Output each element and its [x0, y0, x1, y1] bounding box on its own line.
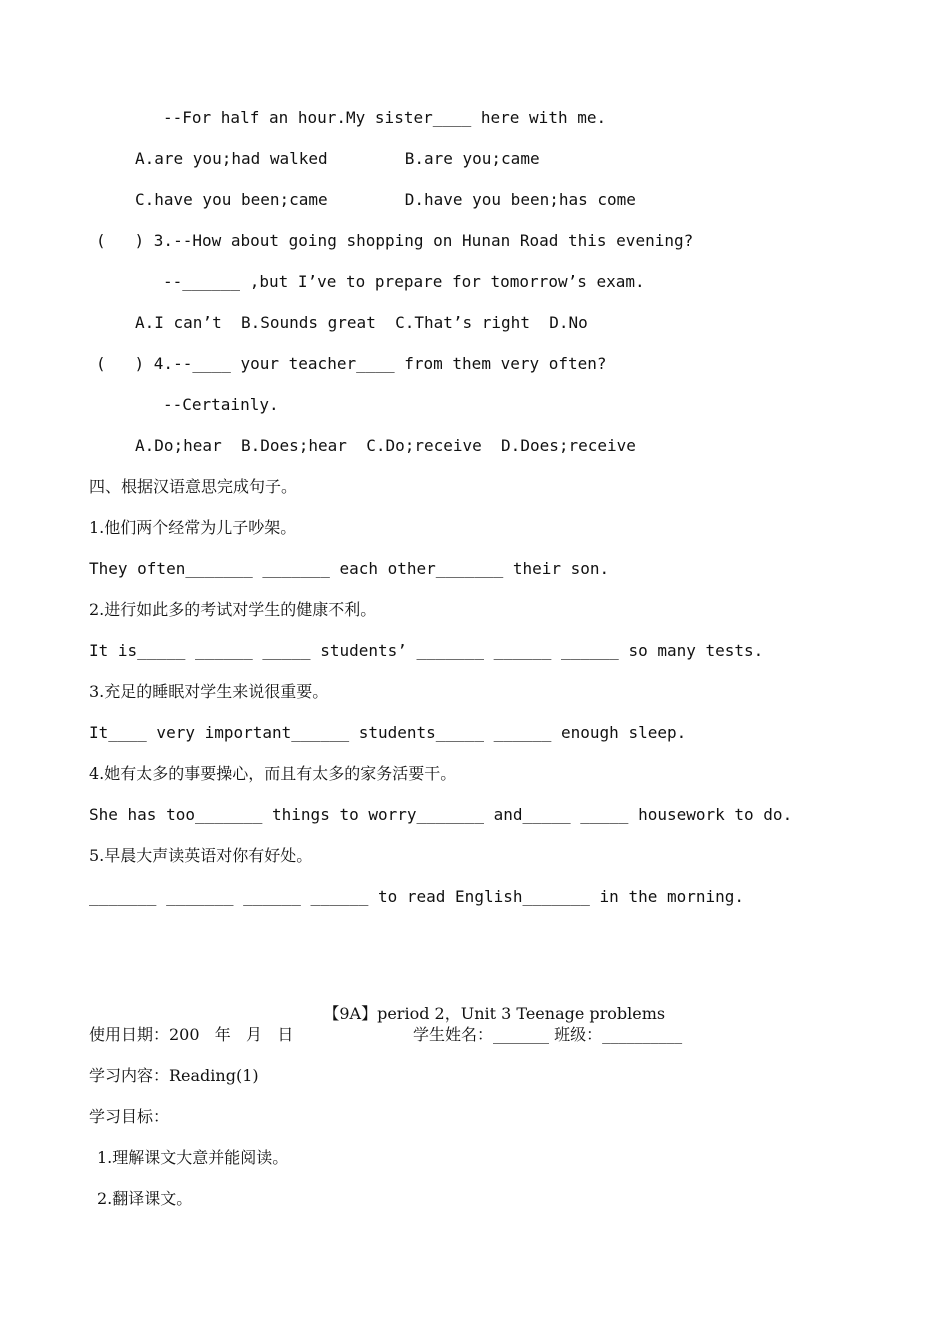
q3-stem: ( ) 3.--How about going shopping on Hunan Road this evening? — [96, 231, 694, 250]
section4-item3-en: It____ very important______ students_____ ______ enough sleep. — [89, 723, 687, 742]
section4-item2-en: It is_____ ______ _____ students’ _______ ______ ______ so many tests. — [89, 641, 764, 660]
date-line: 使用日期：200 年 月 日 — [89, 1025, 294, 1044]
lesson-title — [0, 984, 950, 1023]
q2-options-row1: A.are you;had walked B.are you;came — [135, 149, 540, 168]
student-name-line: 学生姓名：_______ 班级：__________ — [413, 1025, 683, 1044]
section4-item1-cn: 1.他们两个经常为儿子吵架。 — [89, 518, 297, 537]
q2-options-row2: C.have you been;came D.have you been;has come — [135, 190, 636, 209]
lesson-title-text: 【9A】period 2，Unit 3 Teenage problems — [323, 1004, 666, 1023]
learning-goal-1: 1.理解课文大意并能阅读。 — [97, 1148, 289, 1167]
q3-answer-line: --______ ,but I’ve to prepare for tomorrow’s exam. — [163, 272, 645, 291]
q4-stem: ( ) 4.--____ your teacher____ from them very often? — [96, 354, 607, 373]
section4-item5-cn: 5.早晨大声读英语对你有好处。 — [89, 846, 313, 865]
section4-heading: 四、根据汉语意思完成句子。 — [89, 477, 298, 496]
section4-item4-en: She has too_______ things to worry_______ and_____ _____ housework to do. — [89, 805, 793, 824]
learning-content: 学习内容：Reading(1) — [89, 1066, 259, 1085]
section4-item5-en: _______ _______ ______ ______ to read English_______ in the morning. — [89, 887, 745, 906]
learning-goal-2: 2.翻译课文。 — [97, 1189, 193, 1208]
section4-item3-cn: 3.充足的睡眠对学生来说很重要。 — [89, 682, 329, 701]
q2-answer-line: --For half an hour.My sister____ here with me. — [163, 108, 607, 127]
q3-options: A.I can’t B.Sounds great C.That’s right D.No — [135, 313, 588, 332]
q4-answer-line: --Certainly. — [163, 395, 279, 414]
section4-item4-cn: 4.她有太多的事要操心，而且有太多的家务活要干。 — [89, 764, 457, 783]
section4-item2-cn: 2.进行如此多的考试对学生的健康不利。 — [89, 600, 377, 619]
section4-item1-en: They often_______ _______ each other_______ their son. — [89, 559, 610, 578]
learning-goals-heading: 学习目标： — [89, 1107, 170, 1126]
q4-options: A.Do;hear B.Does;hear C.Do;receive D.Does;receive — [135, 436, 636, 455]
